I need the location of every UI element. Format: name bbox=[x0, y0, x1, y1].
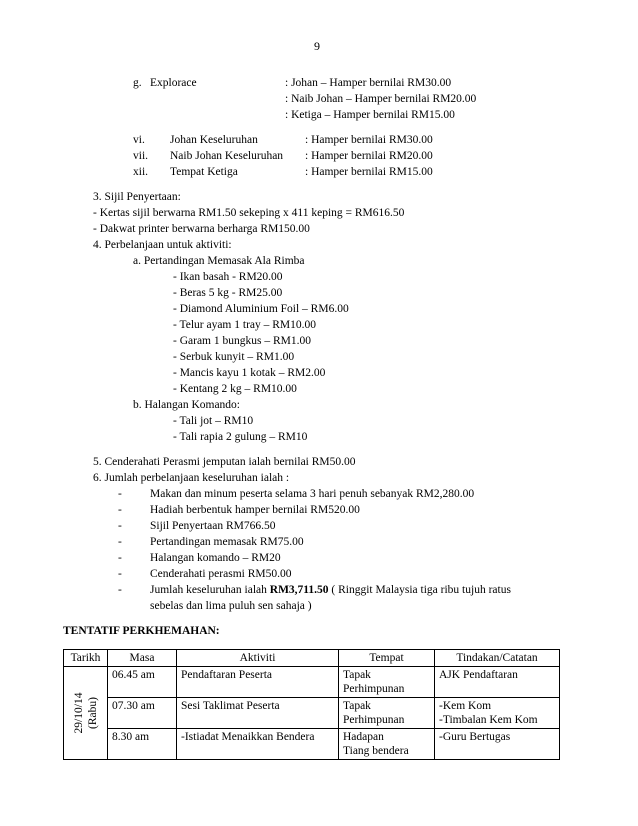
masa-cell: 06.45 am bbox=[108, 667, 177, 698]
dash: - bbox=[118, 584, 122, 596]
table-header-row bbox=[64, 650, 560, 667]
tempat-line: Hadapan bbox=[343, 731, 384, 743]
tempat-cell bbox=[339, 698, 435, 729]
section-3-item: - Kertas sijil berwarna RM1.50 sekeping x 411 keping = RM616.50 bbox=[93, 207, 405, 219]
dash: - bbox=[118, 504, 122, 516]
tindakan-cell bbox=[435, 698, 560, 729]
section-3-item: - Dakwat printer berwarna berharga RM150.00 bbox=[93, 223, 310, 235]
tempat-line: Tiang bendera bbox=[343, 745, 409, 757]
tindakan-line: AJK Pendaftaran bbox=[439, 669, 518, 681]
tempat-line: Perhimpunan bbox=[343, 714, 405, 726]
section-5-title: 5. Cenderahati Perasmi jemputan ialah bernilai RM50.00 bbox=[93, 456, 356, 468]
section-3-title: 3. Sijil Penyertaan: bbox=[93, 191, 181, 203]
award-marker-g: g. bbox=[133, 77, 142, 89]
overall-label: Naib Johan Keseluruhan bbox=[170, 150, 284, 162]
grand-total-amount: RM3,711.50 bbox=[269, 584, 329, 596]
header-tarikh: Tarikh bbox=[64, 650, 108, 667]
masa-cell: 07.30 am bbox=[108, 698, 177, 729]
total-item: Hadiah berbentuk hamper bernilai RM520.00 bbox=[150, 504, 360, 516]
award-prize-ketiga: : Ketiga – Hamper bernilai RM15.00 bbox=[285, 109, 455, 121]
date-rotated bbox=[72, 693, 100, 734]
expense-item: - Diamond Aluminium Foil – RM6.00 bbox=[173, 303, 349, 315]
expense-item: - Kentang 2 kg – RM10.00 bbox=[173, 383, 297, 395]
overall-marker: vi. bbox=[133, 134, 145, 146]
tempat-line: Perhimpunan bbox=[343, 683, 405, 695]
expense-item: - Tali jot – RM10 bbox=[173, 415, 254, 427]
aktiviti-cell: -Istiadat Menaikkan Bendera bbox=[177, 729, 339, 760]
expense-item: - Beras 5 kg - RM25.00 bbox=[173, 287, 283, 299]
total-item: Cenderahati perasmi RM50.00 bbox=[150, 568, 292, 580]
header-masa: Masa bbox=[108, 650, 177, 667]
tindakan-cell bbox=[435, 729, 560, 760]
date-text: 29/10/14 bbox=[72, 692, 85, 734]
aktiviti-cell: Sesi Taklimat Peserta bbox=[177, 698, 339, 729]
header-aktiviti: Aktiviti bbox=[177, 650, 339, 667]
tempat-cell bbox=[339, 667, 435, 698]
day-text: (Rabu) bbox=[86, 697, 99, 729]
masa-cell: 8.30 am bbox=[108, 729, 177, 760]
total-item: Halangan komando – RM20 bbox=[150, 552, 281, 564]
expense-item: - Ikan basah - RM20.00 bbox=[173, 271, 283, 283]
tindakan-line: -Guru Bertugas bbox=[439, 731, 511, 743]
expense-item: - Serbuk kunyit – RM1.00 bbox=[173, 351, 295, 363]
table-row bbox=[64, 698, 560, 729]
dash: - bbox=[118, 568, 122, 580]
overall-marker: vii. bbox=[133, 150, 149, 162]
tindakan-line: -Timbalan Kem Kom bbox=[439, 714, 538, 726]
page-number: 9 bbox=[314, 39, 320, 53]
dash: - bbox=[118, 520, 122, 532]
grand-total-suffix: ( Ringgit Malaysia tiga ribu tujuh ratus bbox=[328, 584, 511, 596]
overall-marker: xii. bbox=[133, 166, 149, 178]
expense-item: - Tali rapia 2 gulung – RM10 bbox=[173, 431, 308, 443]
header-tempat: Tempat bbox=[339, 650, 435, 667]
overall-label: Johan Keseluruhan bbox=[170, 134, 258, 146]
tindakan-cell bbox=[435, 667, 560, 698]
grand-total-line bbox=[150, 583, 511, 597]
tentatif-title: TENTATIF PERKHEMAHAN: bbox=[63, 625, 220, 637]
dash: - bbox=[118, 488, 122, 500]
expense-item: - Mancis kayu 1 kotak – RM2.00 bbox=[173, 367, 326, 379]
aktiviti-cell: Pendaftaran Peserta bbox=[177, 667, 339, 698]
dash: - bbox=[118, 536, 122, 548]
header-tindakan: Tindakan/Catatan bbox=[435, 650, 560, 667]
total-item: Pertandingan memasak RM75.00 bbox=[150, 536, 304, 548]
section-4b-title: b. Halangan Komando: bbox=[133, 399, 240, 411]
award-label-explorace: Explorace bbox=[150, 77, 197, 89]
table-row bbox=[64, 667, 560, 698]
tempat-line: Tapak bbox=[343, 700, 371, 712]
expense-item: - Telur ayam 1 tray – RM10.00 bbox=[173, 319, 317, 331]
section-6-title: 6. Jumlah perbelanjaan keseluruhan ialah : bbox=[93, 472, 290, 484]
award-prize-johan: : Johan – Hamper bernilai RM30.00 bbox=[285, 77, 452, 89]
grand-total-prefix: Jumlah keseluruhan ialah bbox=[150, 584, 270, 596]
total-item: Makan dan minum peserta selama 3 hari penuh sebanyak RM2,280.00 bbox=[150, 488, 475, 500]
date-cell bbox=[64, 667, 108, 760]
overall-prize: : Hamper bernilai RM30.00 bbox=[305, 134, 433, 146]
overall-prize: : Hamper bernilai RM15.00 bbox=[305, 166, 433, 178]
tempat-cell bbox=[339, 729, 435, 760]
overall-label: Tempat Ketiga bbox=[170, 166, 238, 178]
expense-item: - Garam 1 bungkus – RM1.00 bbox=[173, 335, 311, 347]
section-4-title: 4. Perbelanjaan untuk aktiviti: bbox=[93, 239, 232, 251]
total-item: Sijil Penyertaan RM766.50 bbox=[150, 520, 276, 532]
overall-prize: : Hamper bernilai RM20.00 bbox=[305, 150, 433, 162]
tempat-line: Tapak bbox=[343, 669, 371, 681]
section-4a-title: a. Pertandingan Memasak Ala Rimba bbox=[133, 255, 305, 267]
tindakan-line: -Kem Kom bbox=[439, 700, 492, 712]
grand-total-line-2: sebelas dan lima puluh sen sahaja ) bbox=[150, 600, 312, 612]
tentatif-table bbox=[63, 649, 560, 760]
dash: - bbox=[118, 552, 122, 564]
table-row bbox=[64, 729, 560, 760]
award-prize-naib-johan: : Naib Johan – Hamper bernilai RM20.00 bbox=[285, 93, 477, 105]
